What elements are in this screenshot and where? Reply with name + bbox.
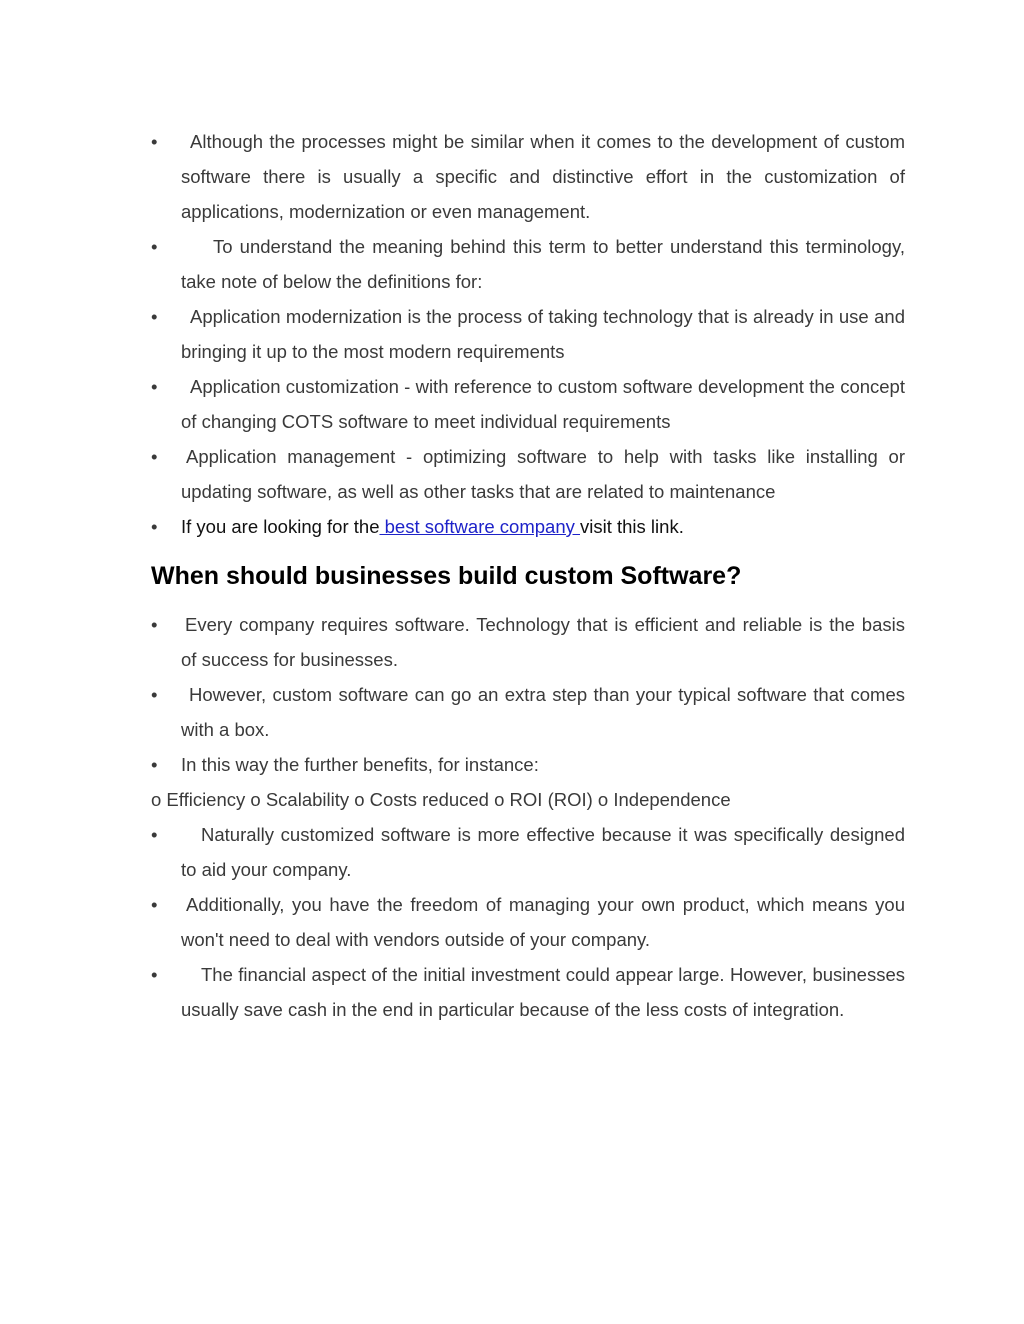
- definitions-list: [151, 124, 905, 544]
- benefits-list: [151, 607, 905, 782]
- list-item-text: Application management - optimizing software to help with tasks like installing or updating software, as well as other tasks that are related to maintenance: [181, 446, 905, 502]
- list-item-text: The financial aspect of the initial investment could appear large. However, businesses usually save cash in the end in particular because of the less costs of integration.: [181, 964, 905, 1020]
- list-item: [151, 439, 905, 509]
- bullet-icon: •: [151, 824, 158, 845]
- bullet-icon: •: [151, 684, 158, 705]
- bullet-icon: •: [151, 446, 158, 467]
- list-item-text: However, custom software can go an extra step than your typical software that comes with a box.: [181, 684, 905, 740]
- list-item: [151, 747, 905, 782]
- list-item: [151, 817, 905, 887]
- list-item-text: Every company requires software. Technology that is efficient and reliable is the basis of success for businesses.: [181, 614, 905, 670]
- list-item: [151, 607, 905, 677]
- bullet-icon: •: [151, 964, 158, 985]
- bullet-icon: •: [151, 131, 158, 152]
- list-item-text: Application customization - with reference to custom software development the concept of changing COTS software to meet individual requirements: [181, 376, 905, 432]
- document-page: [151, 124, 905, 1027]
- link-item-text: [181, 509, 905, 544]
- list-item-link: [151, 509, 905, 544]
- list-item-text: Naturally customized software is more effective because it was specifically designed to aid your company.: [181, 824, 905, 880]
- list-item: [151, 124, 905, 229]
- list-item-text: In this way the further benefits, for instance:: [181, 754, 539, 775]
- list-item-text: Although the processes might be similar when it comes to the development of custom software there is usually a specific and distinctive effort in the customization of applications, modernization or even management.: [181, 131, 905, 222]
- list-item: [151, 369, 905, 439]
- list-item-text: Additionally, you have the freedom of managing your own product, which means you won't need to deal with vendors outside of your company.: [181, 894, 905, 950]
- list-item-text: To understand the meaning behind this term to better understand this terminology, take note of below the definitions for:: [181, 236, 905, 292]
- list-item: [151, 887, 905, 957]
- bullet-icon: •: [151, 376, 158, 397]
- list-item-text: Application modernization is the process of taking technology that is already in use and bringing it up to the most modern requirements: [181, 306, 905, 362]
- list-item: [151, 677, 905, 747]
- bullet-icon: •: [151, 236, 158, 257]
- list-item: [151, 229, 905, 299]
- bullet-icon: •: [151, 516, 158, 537]
- bullet-icon: •: [151, 894, 158, 915]
- bullet-icon: •: [151, 306, 158, 327]
- benefits-summary-line: o Efficiency o Scalability o Costs reduced o ROI (ROI) o Independence: [151, 789, 731, 810]
- link-prefix-text: If you are looking for the: [181, 516, 380, 537]
- list-item: [151, 957, 905, 1027]
- section-heading: When should businesses build custom Software?: [151, 562, 742, 590]
- bullet-icon: •: [151, 614, 158, 635]
- best-software-company-link[interactable]: best software company: [379, 516, 580, 537]
- list-item: [151, 299, 905, 369]
- advantages-list: [151, 817, 905, 1027]
- bullet-icon: •: [151, 754, 158, 775]
- link-suffix-text: visit this link.: [580, 516, 684, 537]
